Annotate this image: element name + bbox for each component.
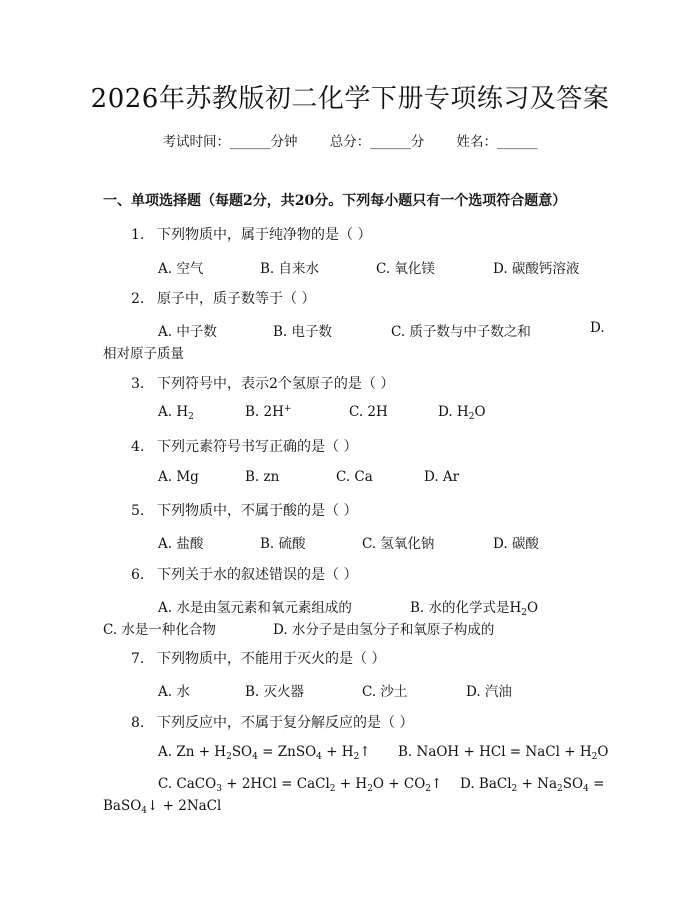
option-d: D. $H_2O$ bbox=[438, 404, 486, 422]
question-text: 下列物质中，不能用于灭火的是（ ） bbox=[157, 651, 386, 667]
section-heading: 一、单项选择题（每题2分，共20分。下列每小题只有一个选项符合题意） bbox=[103, 193, 567, 209]
question-number: 6. bbox=[131, 567, 145, 583]
option-d: D. Ar bbox=[424, 469, 460, 485]
option-d-continued: BaSO$_4$↓ + 2NaCl bbox=[103, 798, 222, 816]
option-a: A. 盐酸 bbox=[158, 536, 204, 552]
question-number: 3. bbox=[131, 376, 145, 392]
option-b: B. 硫酸 bbox=[260, 536, 306, 552]
question-5 bbox=[131, 500, 357, 520]
option-a: A. 水 bbox=[158, 684, 190, 700]
question-text: 下列物质中，不属于酸的是（ ） bbox=[157, 503, 358, 519]
question-7 bbox=[131, 648, 385, 668]
question-text: 下列反应中，不属于复分解反应的是（ ） bbox=[157, 715, 414, 731]
question-number: 7. bbox=[131, 651, 145, 667]
option-a: A. Mg bbox=[158, 469, 199, 485]
option-a: A. 空气 bbox=[158, 261, 204, 277]
option-c: C. CaCO$_3$ + 2HCl = CaCl$_2$ + $H_2O$ + $CO_2↑$ bbox=[158, 776, 443, 794]
question-text: 下列元素符号书写正确的是（ ） bbox=[157, 439, 358, 455]
option-c: C. 水是一种化合物 bbox=[103, 622, 216, 638]
option-d: D. 汽油 bbox=[466, 684, 512, 700]
option-b: B. 2H+ bbox=[245, 404, 292, 420]
question-text: 原子中，质子数等于（ ） bbox=[157, 291, 316, 307]
option-c: C. 氧化镁 bbox=[376, 261, 435, 277]
option-d: D. 水分子是由氢分子和氧原子构成的 bbox=[273, 622, 495, 638]
option-d: D. 碳酸钙溶液 bbox=[493, 261, 580, 277]
option-b: B. zn bbox=[245, 469, 280, 485]
option-c: C. 质子数与中子数之和 bbox=[391, 324, 531, 340]
option-b: B. 水的化学式是$H_2O$ bbox=[410, 600, 539, 618]
question-text: 下列关于水的叙述错误的是（ ） bbox=[157, 567, 358, 583]
option-c: C. 氢氧化钠 bbox=[362, 536, 435, 552]
exam-time: 考试时间：______分钟 bbox=[162, 134, 298, 150]
option-b: B. NaOH + HCl = NaCl + $H_2O$ bbox=[398, 744, 609, 762]
question-6 bbox=[131, 564, 357, 584]
question-8 bbox=[131, 712, 413, 732]
question-number: 1. bbox=[131, 227, 145, 243]
page-title: 2026年苏教版初二化学下册专项练习及答案 bbox=[90, 84, 610, 114]
option-c: C. Ca bbox=[336, 469, 373, 485]
exam-score: 总分：______分 bbox=[329, 134, 425, 150]
question-text: 下列符号中，表示2个氢原子的是（ ） bbox=[157, 376, 395, 392]
question-1 bbox=[131, 224, 371, 244]
option-d-text: 相对原子质量 bbox=[103, 346, 184, 362]
question-text: 下列物质中，属于纯净物的是（ ） bbox=[157, 227, 372, 243]
option-a: A. $H_2$ bbox=[158, 404, 194, 422]
option-a: A. $Zn + H_2SO_4$ = ZnSO$_4$ + $H_2↑$ bbox=[158, 744, 371, 762]
question-4 bbox=[131, 436, 357, 456]
exam-meta bbox=[0, 130, 700, 150]
option-b: B. 灭火器 bbox=[245, 684, 305, 700]
student-name: 姓名：______ bbox=[456, 134, 538, 150]
option-c: C. 沙土 bbox=[362, 684, 408, 700]
question-number: 4. bbox=[131, 439, 145, 455]
question-2 bbox=[131, 288, 315, 308]
question-number: 2. bbox=[131, 291, 145, 307]
option-b: B. 自来水 bbox=[260, 261, 320, 277]
option-c: C. 2H bbox=[349, 404, 388, 420]
option-a: A. 水是由氢元素和氧元素组成的 bbox=[158, 600, 352, 616]
question-number: 5. bbox=[131, 503, 145, 519]
option-d: D. bbox=[590, 320, 605, 336]
option-d: D. BaCl$_2$ + $Na_2SO_4$ = bbox=[460, 776, 605, 794]
question-number: 8. bbox=[131, 715, 145, 731]
option-b: B. 电子数 bbox=[273, 324, 333, 340]
option-a: A. 中子数 bbox=[158, 324, 217, 340]
question-3 bbox=[131, 373, 394, 393]
option-d: D. 碳酸 bbox=[493, 536, 539, 552]
